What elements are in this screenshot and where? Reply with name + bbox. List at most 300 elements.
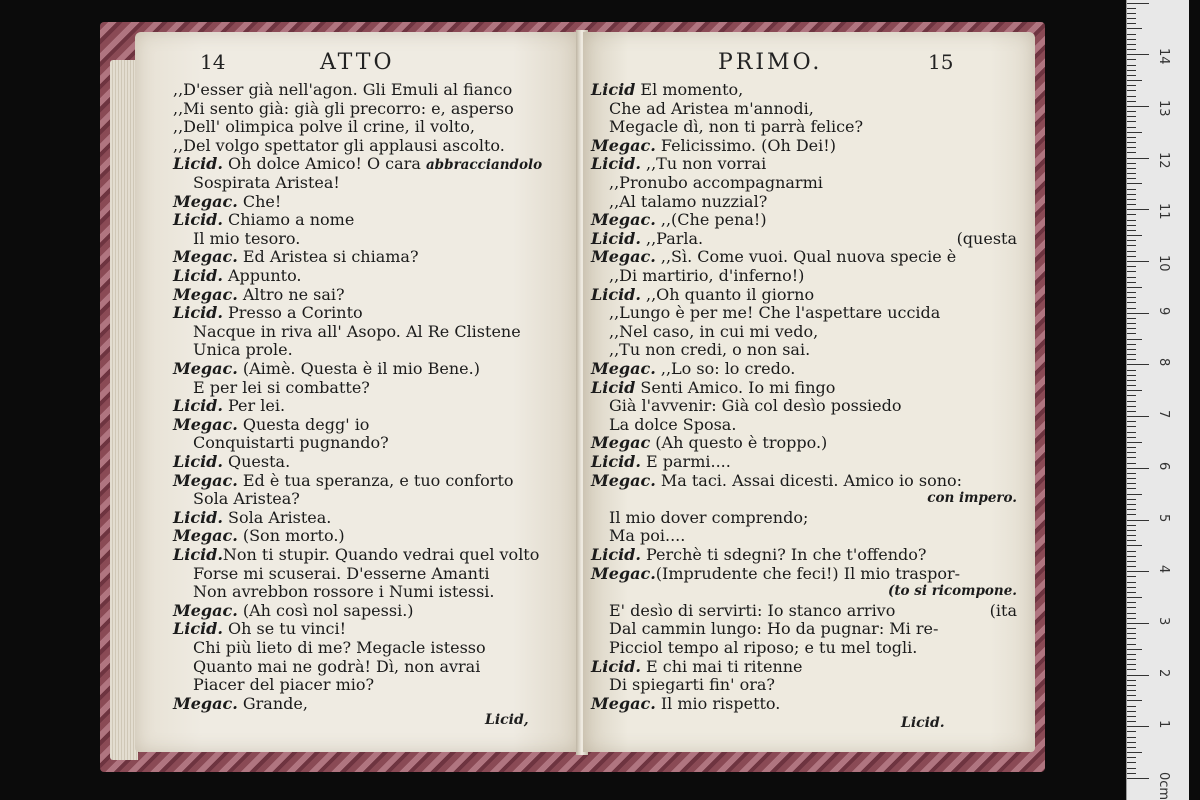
text-line: [173, 303, 363, 322]
ruler-tick: [1127, 644, 1136, 645]
ruler-tick: [1127, 406, 1136, 407]
ruler-tick: [1127, 297, 1136, 298]
text-line: [193, 378, 370, 397]
ruler-tick: [1127, 245, 1136, 246]
line-text: Quanto mai ne godrà! Dì, non avrai: [193, 656, 481, 676]
ruler-tick: [1127, 256, 1136, 257]
ruler-tick: [1127, 726, 1149, 727]
text-line: [609, 340, 810, 359]
ruler-tick: [1127, 638, 1136, 639]
text-line: [193, 229, 300, 248]
line-text: ,,Pronubo accompagnarmi: [609, 173, 823, 192]
text-line: [193, 657, 480, 676]
line-tail: (ita: [989, 600, 1017, 620]
speaker-name: Licid.: [591, 656, 641, 676]
stage-direction: (to si ricompone.: [887, 583, 1017, 600]
ruler-tick: [1127, 168, 1136, 169]
text-line: [173, 210, 354, 229]
ruler-tick: [1127, 613, 1136, 614]
line-text: Il mio dover comprendo;: [609, 507, 809, 527]
line-text: (Son morto.): [237, 526, 345, 546]
ruler-tick: [1127, 731, 1136, 732]
line-text: (Ah questo è troppo.): [650, 433, 828, 453]
speaker-name: Megac.: [591, 210, 656, 230]
ruler-tick: [1127, 85, 1136, 86]
text-line: [173, 247, 419, 266]
ruler-tick: [1127, 633, 1136, 634]
ruler-tick: [1127, 116, 1136, 117]
ruler-tick: [1127, 463, 1136, 464]
ruler-tick: [1127, 111, 1136, 112]
ruler-tick: [1127, 582, 1136, 583]
speaker-name: Licid.: [173, 303, 223, 323]
speaker-name: Megac.: [173, 414, 238, 434]
text-line: [173, 359, 480, 378]
speaker-name: Licid.: [591, 284, 641, 304]
ruler-tick: [1127, 266, 1136, 267]
ruler-tick: [1127, 442, 1142, 443]
ruler-tick: [1127, 711, 1136, 712]
ruler-tick: [1127, 411, 1136, 412]
text-line: [193, 489, 300, 508]
text-line: [609, 322, 818, 341]
line-text: Chiamo a nome: [222, 210, 355, 230]
ruler-tick: [1127, 204, 1136, 205]
text-line: [173, 136, 505, 155]
text-line: [591, 545, 926, 564]
text-line: [173, 396, 285, 415]
speaker-name: Megac.: [173, 600, 238, 620]
speaker-name: Licid.: [173, 545, 223, 564]
text-line: [591, 359, 795, 378]
ruler-tick: [1127, 277, 1136, 278]
ruler-tick: [1127, 349, 1136, 350]
ruler-tick: [1127, 576, 1136, 577]
line-text: Unica prole.: [193, 340, 293, 360]
line-text: Questa.: [222, 452, 291, 471]
running-head: PRIMO.: [718, 50, 823, 75]
ruler-tick: [1127, 220, 1136, 221]
line-text: Sola Aristea.: [222, 507, 332, 527]
ruler-tick: [1127, 287, 1142, 288]
ruler-tick: [1127, 375, 1136, 376]
speaker-name: Megac.: [173, 191, 238, 211]
ruler-tick: [1127, 421, 1136, 422]
text-line: [591, 154, 766, 173]
text-line: [609, 526, 685, 545]
ruler-tick: [1127, 132, 1142, 133]
ruler-tick: [1127, 478, 1136, 479]
speaker-name: Licid.: [591, 452, 641, 471]
ruler-tick: [1127, 80, 1142, 81]
ruler-tick: [1127, 607, 1136, 608]
line-text: Non avrebbon rossore i Numi istessi.: [193, 582, 495, 602]
ruler-tick: [1127, 700, 1142, 701]
ruler-tick: [1127, 509, 1136, 510]
ruler-tick: [1127, 34, 1136, 35]
ruler-tick: [1127, 520, 1149, 521]
ruler-tick: [1127, 370, 1136, 371]
ruler-tick: [1127, 199, 1136, 200]
line-text: Felicissimo. (Oh Dei!): [655, 135, 836, 155]
ruler-tick: [1127, 762, 1136, 763]
ruler-tick: [1127, 28, 1142, 29]
left-page: [135, 32, 580, 752]
speaker-name: Megac.: [591, 359, 656, 378]
ruler-tick: [1127, 339, 1142, 340]
ruler-tick: [1127, 235, 1142, 236]
line-text: ,,Lo so: lo credo.: [655, 359, 796, 378]
ruler-tick: [1127, 261, 1149, 262]
ruler-tick: [1127, 618, 1136, 619]
speaker-name: Megac.: [591, 135, 656, 155]
line-tail: (questa: [956, 228, 1017, 248]
page-number: 14: [200, 50, 226, 74]
text-line: [609, 415, 736, 434]
ruler-tick: [1127, 70, 1136, 71]
catchword: Licid.: [901, 715, 945, 731]
text-line: [173, 526, 345, 545]
line-text: Altro ne sai?: [237, 284, 345, 304]
line-text: ,,Parla.: [640, 228, 704, 248]
line-text: Di spiegarti fin' ora?: [609, 675, 775, 695]
ruler-tick: [1127, 551, 1136, 552]
ruler-tick: [1127, 473, 1136, 474]
ruler-tick: [1127, 659, 1136, 660]
ruler-tick: [1127, 395, 1136, 396]
ruler-tick: [1127, 556, 1136, 557]
text-line: [173, 80, 512, 99]
ruler-tick: [1127, 628, 1136, 629]
ruler-tick: [1127, 401, 1136, 402]
line-text: Presso a Corinto: [222, 303, 363, 323]
text-line: [609, 266, 804, 285]
text-line: [173, 694, 308, 713]
ruler-tick: [1127, 189, 1136, 190]
ruler-number: 5: [1156, 513, 1171, 522]
speaker-name: Licid.: [173, 619, 223, 639]
ruler-tick: [1127, 432, 1136, 433]
ruler-number: 6: [1156, 461, 1171, 471]
ruler-tick: [1127, 39, 1136, 40]
ruler-tick: [1127, 96, 1136, 97]
ruler-tick: [1127, 344, 1136, 345]
ruler-tick: [1127, 571, 1149, 572]
ruler-tick: [1127, 282, 1136, 283]
line-text: Per lei.: [222, 396, 286, 416]
speaker-name: Megac.: [173, 247, 238, 267]
text-line: [591, 657, 803, 676]
speaker-name: Licid.: [173, 266, 223, 285]
speaker-name: Megac.: [591, 470, 656, 490]
text-line: [591, 378, 835, 397]
text-line: [609, 173, 823, 192]
ruler-tick: [1127, 468, 1149, 469]
text-line: [173, 266, 302, 285]
ruler-tick: [1127, 354, 1136, 355]
line-text: ,,Mi sento già: già gli precorro: e, asperso: [173, 98, 514, 118]
ruler-tick: [1127, 323, 1136, 324]
ruler-tick: [1127, 695, 1136, 696]
ruler-tick: [1127, 514, 1136, 515]
ruler-tick: [1127, 142, 1136, 143]
ruler-number: 14: [1156, 48, 1171, 65]
line-text: Il mio tesoro.: [193, 228, 301, 248]
line-text: Conquistarti pugnando?: [193, 433, 389, 453]
ruler-tick: [1127, 685, 1136, 686]
catchword: Licid,: [485, 712, 529, 728]
line-text: ,,Dell' olimpica polve il crine, il volto,: [173, 117, 476, 137]
speaker-name: Licid.: [173, 396, 223, 416]
text-line: [173, 285, 345, 304]
line-text: Chi più lieto di me? Megacle istesso: [193, 638, 486, 657]
ruler-tick: [1127, 649, 1142, 650]
page-number: 15: [928, 50, 954, 74]
text-line: [193, 322, 521, 341]
line-text: Megacle dì, non ti parrà felice?: [609, 117, 864, 137]
text-line: [609, 508, 808, 527]
line-text: (Aimè. Questa è il mio Bene.): [237, 359, 480, 378]
ruler-number: 7: [1156, 410, 1171, 419]
line-text: Sola Aristea?: [193, 489, 300, 509]
ruler-tick: [1127, 230, 1136, 231]
text-line: [609, 192, 767, 211]
line-text: ,,D'esser già nell'agon. Gli Emuli al fianco: [173, 80, 513, 99]
ruler-tick: [1127, 59, 1136, 60]
ruler-tick: [1127, 499, 1136, 500]
ruler-tick: [1127, 426, 1136, 427]
ruler-number: 10: [1156, 255, 1171, 272]
text-line: [173, 619, 346, 638]
line-text: Piacer del piacer mio?: [193, 675, 375, 695]
speaker-name: Megac.: [591, 693, 656, 713]
page-edges: [110, 60, 138, 760]
speaker-name: Megac.: [591, 247, 656, 267]
line-text: E per lei si combatte?: [193, 377, 370, 397]
ruler-tick: [1127, 768, 1136, 769]
text-line: [609, 601, 895, 620]
ruler-tick: [1127, 3, 1149, 4]
ruler-tick: [1127, 121, 1136, 122]
ruler-number: 11: [1156, 203, 1171, 220]
ruler-tick: [1127, 654, 1136, 655]
ruler-tick: [1127, 8, 1136, 9]
text-line: [591, 452, 731, 471]
line-text: Il mio rispetto.: [655, 693, 781, 713]
speaker-name: Megac.: [173, 693, 238, 713]
text-line: [173, 545, 539, 564]
ruler-tick: [1127, 147, 1136, 148]
ruler-tick: [1127, 308, 1136, 309]
line-text: Ed è tua speranza, e tuo conforto: [237, 470, 514, 490]
line-text: Oh se tu vinci!: [222, 619, 347, 639]
ruler-tick: [1127, 457, 1136, 458]
ruler-tick: [1127, 158, 1149, 159]
ruler-tick: [1127, 183, 1142, 184]
line-text: Forse mi scuserai. D'esserne Amanti: [193, 563, 490, 583]
line-text: Picciol tempo al riposo; e tu mel togli.: [609, 638, 918, 657]
ruler-tick: [1127, 152, 1136, 153]
ruler-tick: [1127, 494, 1142, 495]
ruler-tick: [1127, 597, 1142, 598]
line-text: Appunto.: [222, 266, 302, 285]
ruler-tick: [1127, 525, 1136, 526]
ruler-tick: [1127, 737, 1136, 738]
line-text: ,,(Che pena!): [655, 210, 767, 230]
ruler-tick: [1127, 90, 1136, 91]
ruler-tick: [1127, 163, 1136, 164]
ruler-tick: [1127, 292, 1136, 293]
ruler-tick: [1127, 313, 1149, 314]
ruler-tick: [1127, 587, 1136, 588]
line-text: ,,Sì. Come vuoi. Qual nuova specie è: [655, 247, 957, 267]
running-head: ATTO: [320, 50, 395, 75]
line-text: (Ah così nol sapessi.): [237, 600, 414, 620]
text-line: [173, 508, 331, 527]
ruler-tick: [1127, 530, 1136, 531]
ruler-tick: [1127, 127, 1136, 128]
line-text: ,,Del volgo spettator gli applausi ascolto.: [173, 135, 505, 155]
speaker-name: Licid.: [173, 210, 223, 230]
ruler-tick: [1127, 504, 1136, 505]
ruler-tick: [1127, 416, 1149, 417]
ruler-tick: [1127, 721, 1136, 722]
speaker-name: Megac.: [591, 563, 656, 583]
ruler-tick: [1127, 747, 1136, 748]
line-text: Ed Aristea si chiama?: [237, 247, 419, 267]
ruler-tick: [1127, 49, 1136, 50]
text-line: [193, 340, 293, 359]
text-line: [609, 303, 940, 322]
line-text: E parmi....: [640, 452, 731, 471]
ruler-tick: [1127, 44, 1136, 45]
speaker-name: Megac.: [173, 284, 238, 304]
text-line: [591, 80, 743, 99]
ruler-tick: [1127, 680, 1136, 681]
ruler-number: 4: [1156, 565, 1171, 574]
ruler-tick: [1127, 664, 1136, 665]
line-text: ,,Di martirio, d'inferno!): [609, 266, 805, 285]
ruler-tick: [1127, 23, 1136, 24]
ruler-number: 1: [1156, 720, 1171, 729]
text-line: [193, 582, 495, 601]
stage-direction: abbracciandolo: [425, 157, 543, 174]
ruler-tick: [1127, 561, 1136, 562]
ruler-number: 12: [1156, 151, 1171, 169]
line-text: ,,Oh quanto il giorno: [640, 284, 815, 304]
line-text: La dolce Sposa.: [609, 414, 737, 434]
line-text: Nacque in riva all' Asopo. Al Re Clistene: [193, 321, 521, 341]
ruler-tick: [1127, 447, 1136, 448]
text-line: [591, 564, 960, 583]
ruler-tick: [1127, 214, 1136, 215]
ruler-tick: [1127, 483, 1136, 484]
line-text: Non ti stupir. Quando vedrai quel volto: [222, 545, 540, 564]
text-line: [591, 247, 956, 266]
ruler-tick: [1127, 251, 1136, 252]
speaker-name: Licid: [591, 377, 636, 397]
text-line: [591, 285, 814, 304]
line-text: Già l'avvenir: Già col desìo possiedo: [609, 396, 902, 416]
line-text: El momento,: [635, 80, 744, 99]
ruler-tick: [1127, 623, 1149, 624]
text-line: [173, 117, 475, 136]
ruler-tick: [1127, 65, 1136, 66]
text-line: [609, 619, 938, 638]
ruler-tick: [1127, 592, 1136, 593]
ruler-tick: [1127, 706, 1136, 707]
ruler-tick: [1127, 690, 1136, 691]
ruler-number: 2: [1156, 668, 1171, 677]
ruler-tick: [1127, 178, 1136, 179]
line-text: Grande,: [237, 693, 308, 713]
line-text: Senti Amico. Io mi fingo: [635, 377, 836, 397]
ruler-tick: [1127, 716, 1136, 717]
ruler-tick: [1127, 675, 1149, 676]
ruler-tick: [1127, 669, 1136, 670]
ruler-tick: [1127, 390, 1142, 391]
ruler-tick: [1127, 385, 1136, 386]
ruler-tick: [1127, 54, 1149, 55]
measuring-ruler: [1126, 0, 1189, 800]
text-line: [193, 433, 389, 452]
speaker-name: Licid.: [173, 507, 223, 527]
ruler-tick: [1127, 106, 1149, 107]
line-text: E chi mai ti ritenne: [640, 656, 803, 676]
text-line: [193, 638, 486, 657]
text-line: [173, 415, 369, 434]
speaker-name: Licid.: [591, 154, 641, 174]
ruler-number: 13: [1156, 99, 1171, 117]
ruler-tick: [1127, 757, 1136, 758]
line-text: ,,Lungo è per me! Che l'aspettare uccida: [609, 303, 941, 323]
ruler-tick: [1127, 602, 1136, 603]
ruler-number: 3: [1156, 616, 1171, 626]
line-text: Ma poi....: [609, 526, 686, 546]
ruler-tick: [1127, 545, 1142, 546]
speaker-name: Megac.: [173, 470, 238, 490]
ruler-tick: [1127, 778, 1149, 779]
line-text: Sospirata Aristea!: [193, 173, 340, 192]
ruler-tick: [1127, 359, 1136, 360]
speaker-name: Megac.: [173, 359, 238, 378]
line-text: Che!: [237, 191, 282, 211]
ruler-tick: [1127, 101, 1136, 102]
ruler-tick: [1127, 137, 1136, 138]
line-text: ,,Tu non credi, o non sai.: [609, 340, 811, 360]
text-line: [591, 694, 780, 713]
ruler-tick: [1127, 271, 1136, 272]
speaker-name: Licid.: [591, 545, 641, 564]
text-line: [609, 117, 863, 136]
ruler-tick: [1127, 328, 1136, 329]
ruler-tick: [1127, 380, 1136, 381]
line-text: (Imprudente che feci!) Il mio traspor-: [655, 563, 961, 583]
ruler-tick: [1127, 13, 1136, 14]
ruler-number: 8: [1156, 358, 1171, 367]
text-line: [173, 452, 290, 471]
ruler-tick: [1127, 437, 1136, 438]
ruler-tick: [1127, 540, 1136, 541]
text-line: [591, 136, 836, 155]
ruler-number: 0cm: [1156, 772, 1171, 800]
line-text: ,,Al talamo nuzzial?: [609, 191, 768, 211]
text-line: [173, 471, 514, 490]
ruler-tick: [1127, 535, 1136, 536]
line-text: ,,Nel caso, in cui mi vedo,: [609, 321, 819, 341]
ruler-tick: [1127, 194, 1136, 195]
line-text: Ma taci. Assai dicesti. Amico io sono:: [655, 470, 963, 490]
